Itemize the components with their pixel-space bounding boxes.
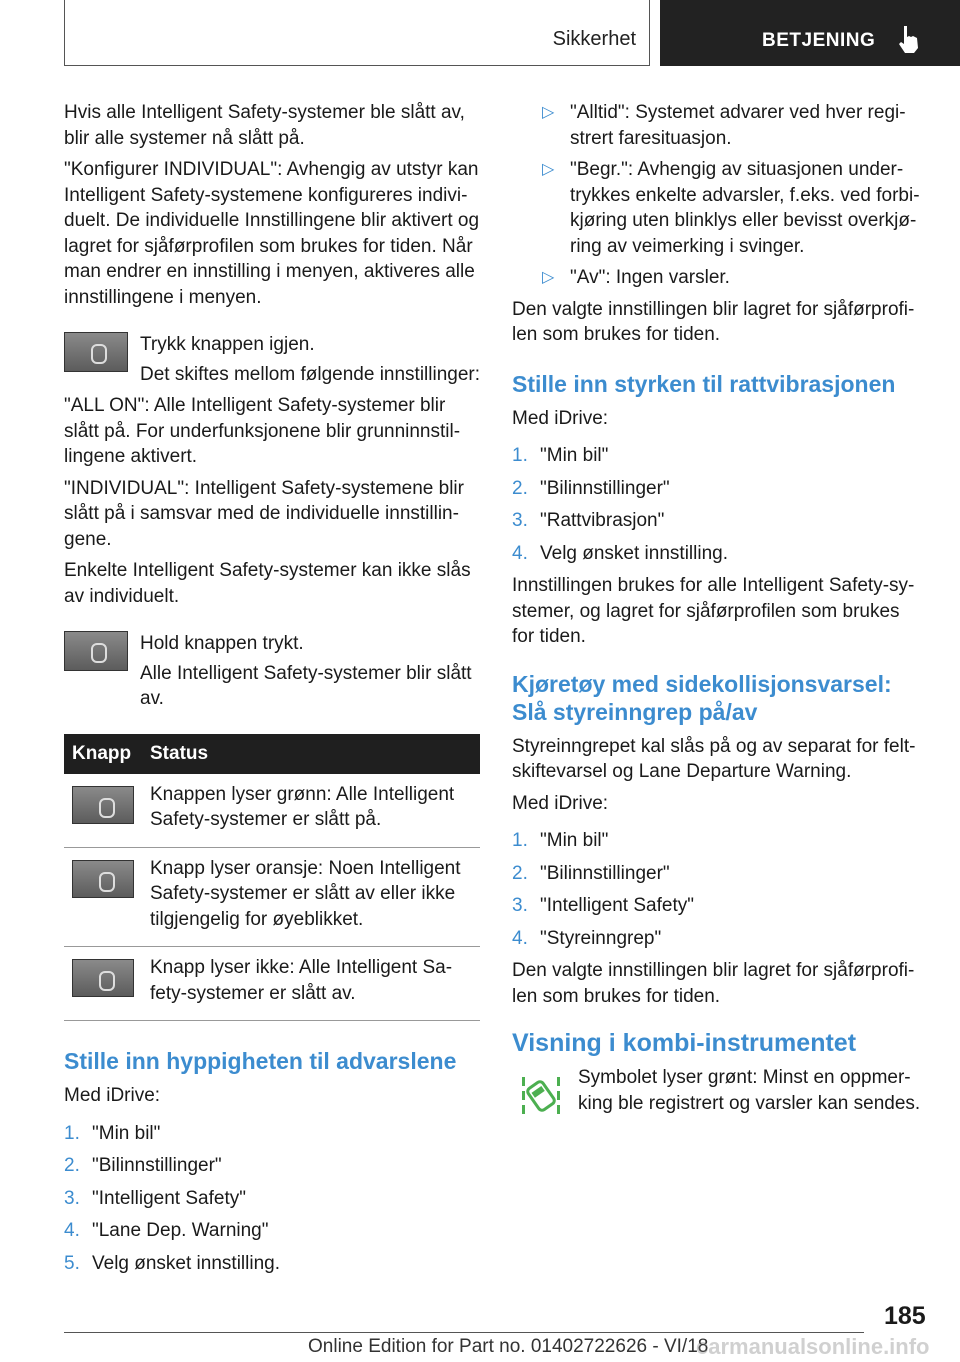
paragraph: Med iDrive: bbox=[512, 792, 609, 814]
paragraph: "ALL ON": Alle Intelligent Safety-systemer blir slått på. For underfunksjonene blir grunninnstillingene aktivert. bbox=[64, 395, 461, 467]
watermark: carmanualsonline.info bbox=[696, 1334, 930, 1359]
lane-departure-green-icon bbox=[520, 1073, 562, 1119]
section-heading: Kjøretøy med sidekollisjonsvarsel: Slå styreinngrep på/av bbox=[512, 670, 892, 725]
footer-divider bbox=[64, 1332, 864, 1333]
paragraph: Symbolet lyser grønt: Minst en oppmerking ble registrert og varsler kan sendes. bbox=[578, 1067, 921, 1114]
table-header-row bbox=[64, 734, 480, 774]
list-item: 5. Velg ønsket innstilling. bbox=[64, 1252, 280, 1274]
list-item: 3. "Intelligent Safety" bbox=[64, 1187, 246, 1209]
paragraph: "INDIVIDUAL": Intelligent Safety-systemene blir slått på i samsvar med de individuelle innstillingene. bbox=[64, 477, 464, 550]
status-table bbox=[64, 734, 480, 1022]
paragraph: Styreinngrepet kal slås på og av separat for feltskiftevarsel og Lane Departure Warning. bbox=[512, 735, 916, 782]
table-row bbox=[64, 847, 480, 947]
button-off-icon bbox=[72, 959, 134, 997]
page-number: 185 bbox=[884, 1302, 926, 1330]
list-item: 1. "Min bil" bbox=[512, 445, 609, 466]
list-item: 2. "Bilinnstillinger" bbox=[512, 862, 670, 884]
list-item: 2. "Bilinnstillinger" bbox=[64, 1155, 222, 1176]
triangle-bullet-icon: ▷ bbox=[542, 161, 555, 178]
paragraph: Hvis alle Intelligent Safety-systemer ble slått av, blir alle systemer nå slått på. bbox=[64, 102, 465, 149]
list-item: 2. "Bilinnstillinger" bbox=[512, 477, 670, 499]
step-list bbox=[512, 828, 922, 951]
paragraph: Den valgte innstillingen blir lagret for sjåførprofilen som brukes for tiden. bbox=[512, 298, 915, 345]
paragraph: "Konfigurer INDIVIDUAL": Avhengig av utstyr kan Intelligent Safety-systemene konfigureres individuelt. De individuelle Innstillingene blir aktivert og lagret for sjåførprofilen som brukes for tiden. Når man endrer en innstilling i menyen, aktiveres alle innstillingene i menyen. bbox=[64, 159, 480, 308]
table-row bbox=[64, 774, 480, 848]
instruction-cont: Det skiftes mellom følgende innstillinger: bbox=[140, 363, 481, 385]
hold-block bbox=[64, 631, 482, 657]
step-list bbox=[64, 1121, 482, 1277]
safety-button-icon bbox=[64, 332, 128, 372]
list-item: 4. "Styreinngrep" bbox=[512, 927, 662, 949]
press-again-block bbox=[64, 332, 482, 358]
right-column bbox=[512, 100, 922, 1122]
section-heading: Visning i kombi-instrumentet bbox=[512, 1029, 857, 1057]
safety-button-icon bbox=[64, 631, 128, 671]
symbol-block bbox=[512, 1065, 922, 1116]
list-item: ▷ "Begr.": Avhengig av situasjonen undertrykkes enkelte advarsler, f.eks. ved forbikjøring uten blinklys eller bevisst overkjøring av veimerking i svinger. bbox=[542, 159, 920, 257]
pointing-hand-icon bbox=[896, 24, 922, 54]
list-item: 3. "Rattvibrasjon" bbox=[512, 510, 665, 531]
page-header bbox=[0, 0, 960, 66]
column-header: Knapp bbox=[64, 734, 142, 774]
triangle-bullet-icon: ▷ bbox=[542, 269, 555, 286]
list-item: 4. "Lane Dep. Warning" bbox=[64, 1220, 269, 1241]
button-green-icon bbox=[72, 786, 134, 824]
triangle-bullet-icon: ▷ bbox=[542, 104, 555, 121]
instruction: Hold knappen trykt. bbox=[140, 633, 304, 654]
footer-text: Online Edition for Part no. 01402722626 - VI/18 bbox=[308, 1336, 709, 1357]
paragraph: Med iDrive: bbox=[64, 1085, 161, 1106]
table-row bbox=[64, 947, 480, 1021]
table-cell: Knappen lyser grønn: Alle Intelligent Safety-systemer er slått på. bbox=[142, 774, 480, 848]
paragraph: Innstillingen brukes for alle Intelligent Safety-systemer, og lagret for sjåførprofilen som brukes for tiden. bbox=[512, 575, 915, 647]
instruction-cont: Alle Intelligent Safety-systemer blir slått av. bbox=[140, 662, 472, 709]
list-item: ▷ "Alltid": Systemet advarer ved hver registrert faresituasjon. bbox=[542, 102, 906, 149]
list-item: 4. Velg ønsket innstilling. bbox=[512, 542, 728, 564]
chapter-title: BETJENING bbox=[762, 30, 876, 51]
paragraph: Enkelte Intelligent Safety-systemer kan ikke slås av individuelt. bbox=[64, 560, 471, 607]
option-list bbox=[512, 100, 922, 291]
chapter-tab bbox=[660, 0, 960, 66]
table-cell: Knapp lyser oransje: Noen Intelligent Safety-systemer er slått av eller ikke tilgjengelig for øyeblikket. bbox=[142, 847, 480, 947]
left-column bbox=[64, 100, 482, 1283]
section-title: Sikkerhet bbox=[552, 28, 636, 50]
column-header: Status bbox=[142, 734, 480, 774]
list-item: 1. "Min bil" bbox=[512, 830, 609, 851]
step-list bbox=[512, 443, 922, 566]
table-cell: Knapp lyser ikke: Alle Intelligent Safety-systemer er slått av. bbox=[142, 947, 480, 1021]
button-orange-icon bbox=[72, 860, 134, 898]
paragraph: Med iDrive: bbox=[512, 407, 609, 429]
list-item: ▷ "Av": Ingen varsler. bbox=[512, 265, 922, 291]
list-item: 1. "Min bil" bbox=[64, 1122, 161, 1144]
list-item: 3. "Intelligent Safety" bbox=[512, 895, 694, 916]
section-heading: Stille inn styrken til rattvibrasjonen bbox=[512, 370, 896, 397]
paragraph: Den valgte innstillingen blir lagret for sjåførprofilen som brukes for tiden. bbox=[512, 960, 915, 1007]
instruction: Trykk knappen igjen. bbox=[140, 334, 315, 355]
section-heading: Stille inn hyppigheten til advarslene bbox=[64, 1048, 457, 1074]
